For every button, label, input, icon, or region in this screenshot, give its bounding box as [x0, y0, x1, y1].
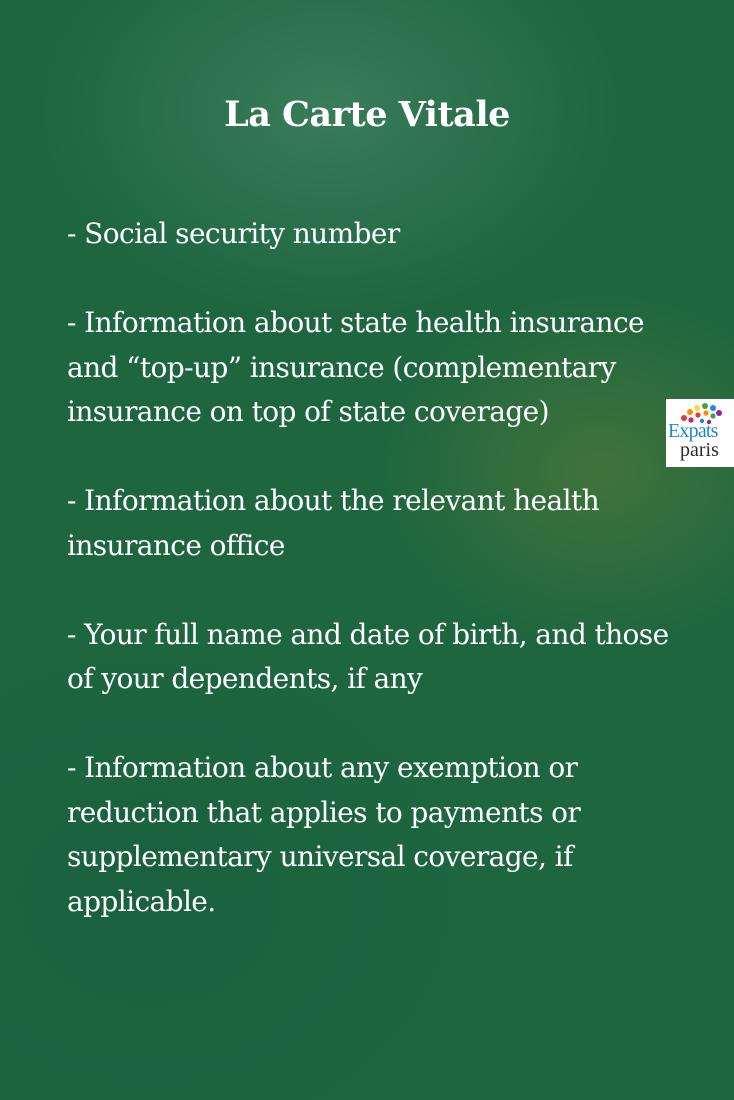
list-item: - Information about any exemption or reduction that applies to payments or supplementary universal coverage, if applicable.: [67, 751, 581, 918]
logo-word-expats: Expats: [668, 420, 718, 442]
list-item: - Information about the relevant health insurance office: [67, 484, 600, 562]
list-item: - Your full name and date of birth, and those of your dependents, if any: [67, 617, 669, 695]
list-item: - Social security number: [67, 217, 400, 250]
logo-word-paris: paris: [680, 439, 719, 461]
card-title: La Carte Vitale: [224, 94, 510, 135]
list-item: - Information about state health insurance and “top-up” insurance (complementary insurance on top of state coverage): [67, 306, 644, 428]
expats-paris-logo[interactable]: [666, 399, 734, 467]
info-list: [67, 212, 679, 969]
